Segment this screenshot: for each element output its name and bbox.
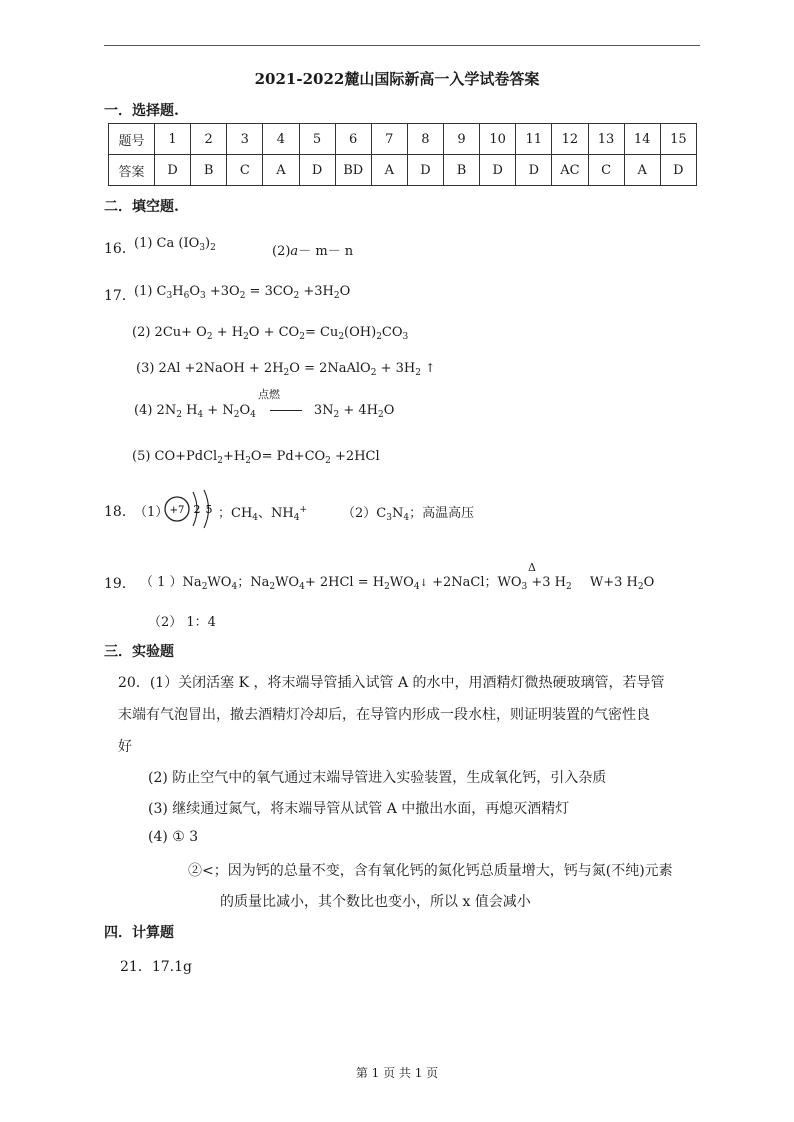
q17-condition-label: 点燃 xyxy=(258,388,280,401)
q19-part2: （2） 1：4 xyxy=(148,615,216,630)
answer-cell: B xyxy=(191,155,227,186)
q17-line-5: (5) $CO+PdCl_2+H_2O= Pd+CO_2 +2HCl$ xyxy=(132,449,380,466)
page-title: 2021-2022麓山国际新高一入学试卷答案 xyxy=(254,70,540,88)
q17-line-1: (1) $C_3H_6O_3 +3O_2 = 3CO_2 +3H_2O$ xyxy=(134,284,351,301)
question-number-cell: 14 xyxy=(624,124,660,155)
shell-2-electrons: 5 xyxy=(205,503,213,516)
q17-number: 17． xyxy=(104,288,136,304)
page-footer: 第 1 页 共 1 页 xyxy=(355,1066,439,1080)
table-row-numbers xyxy=(109,124,697,155)
q16-number: 16． xyxy=(104,241,136,257)
up-arrow-icon: ↑ xyxy=(425,361,436,375)
answer-table xyxy=(108,123,697,186)
answer-cell: D xyxy=(299,155,335,186)
q18-part2: $(2)C_3N_4$；高温高压 xyxy=(342,506,475,523)
answer-cell: D xyxy=(407,155,443,186)
question-number-cell: 13 xyxy=(588,124,624,155)
answer-cell: BD xyxy=(335,155,371,186)
q20-part-4-explanation-a: ②<；因为钙的总量不变，含有氧化钙的氮化钙总质量增大，钙与氮(不纯)元素 xyxy=(188,863,673,879)
question-number-cell: 6 xyxy=(335,124,371,155)
section-heading-experiment: 三．实验题 xyxy=(104,644,174,660)
q19-part1: （ 1 ）$Na_2WO_4$；$Na_2WO_4+ 2HCl$ = $H_2WO_4↓$ +2NaCl；$WO_3 +3$ $H_2$ W+3 $H_2O$ xyxy=(140,575,655,592)
q20-line-3: 好 xyxy=(118,739,132,755)
question-number-cell: 10 xyxy=(480,124,516,155)
q17-line-3: (3) 2Al +2NaOH + $2H_2O$ = 2NaAlO$_2$ + $3H_2$ ↑ xyxy=(136,361,436,378)
nucleus-charge: +7 xyxy=(169,505,185,516)
question-number-cell: 11 xyxy=(516,124,552,155)
q21-answer: 21．17.1g xyxy=(120,959,192,975)
q19-heat-symbol: Δ xyxy=(528,561,536,574)
header-rule xyxy=(104,45,700,46)
q20-part-3: (3) 继续通过氮气，将末端导管从试管 A 中撤出水面，再熄灭酒精灯 xyxy=(148,801,570,817)
answer-cell: C xyxy=(227,155,263,186)
q16-answer-1: (1) Ca $(IO_3)_2$ xyxy=(134,236,216,253)
q19-number: 19． xyxy=(104,576,136,592)
q18-number: 18． xyxy=(104,504,136,520)
question-number-cell: 1 xyxy=(155,124,191,155)
question-number-cell: 2 xyxy=(191,124,227,155)
question-number-cell: 12 xyxy=(552,124,588,155)
shell-1-electrons: 2 xyxy=(193,503,201,516)
answer-cell: A xyxy=(263,155,299,186)
table-row-answers xyxy=(109,155,697,186)
answer-cell: D xyxy=(480,155,516,186)
answer-cell: D xyxy=(660,155,696,186)
answer-cell: AC xyxy=(552,155,588,186)
question-number-cell: 15 xyxy=(660,124,696,155)
q20-line-1: 20．(1）关闭活塞 K ，将末端导管插入试管 A 的水中，用酒精灯微热硬玻璃管，若导管 xyxy=(118,675,665,691)
table-header-label: 题号 xyxy=(109,124,155,155)
q16-answer-2: (2)a－ m－ n xyxy=(272,244,354,259)
answer-cell: B xyxy=(444,155,480,186)
question-number-cell: 9 xyxy=(444,124,480,155)
section-heading-fill: 二．填空题. xyxy=(104,199,179,215)
reaction-arrow xyxy=(270,410,302,411)
q17-line-2: (2) $2Cu+ O_2 + H_2O + CO_2= Cu_2(OH)_2CO_3$ xyxy=(132,325,409,342)
question-number-cell: 3 xyxy=(227,124,263,155)
q20-part-2: (2) 防止空气中的氧气通过末端导管进入实验装置，生成氧化钙，引入杂质 xyxy=(148,770,607,786)
answer-cell: D xyxy=(516,155,552,186)
question-number-cell: 7 xyxy=(371,124,407,155)
answer-cell: D xyxy=(155,155,191,186)
table-answer-label: 答案 xyxy=(109,155,155,186)
atom-structure-diagram xyxy=(160,484,218,534)
answer-cell: C xyxy=(588,155,624,186)
q18-part1-label: （1） xyxy=(134,505,169,520)
question-number-cell: 4 xyxy=(263,124,299,155)
q20-part-4-explanation-b: 的质量比减小，其个数比也变小，所以 x 值会减小 xyxy=(220,894,531,910)
question-number-cell: 8 xyxy=(407,124,443,155)
section-heading-choice: 一．选择题. xyxy=(104,103,179,119)
q17-line-4: (4) $2N_2$ $H_4 + N_2O_4$ $3N_2 + 4H_2O$ xyxy=(134,403,395,420)
question-number-cell: 5 xyxy=(299,124,335,155)
answer-cell: A xyxy=(371,155,407,186)
q18-part1-formulas: ；$CH_4$、$NH_4^+$ xyxy=(218,505,308,523)
q20-part-4: (4) ① 3 xyxy=(148,829,199,845)
q20-line-2: 末端有气泡冒出，撤去酒精灯冷却后，在导管内形成一段水柱，则证明装置的气密性良 xyxy=(118,707,650,723)
answer-cell: A xyxy=(624,155,660,186)
section-heading-calculation: 四．计算题 xyxy=(104,925,174,941)
